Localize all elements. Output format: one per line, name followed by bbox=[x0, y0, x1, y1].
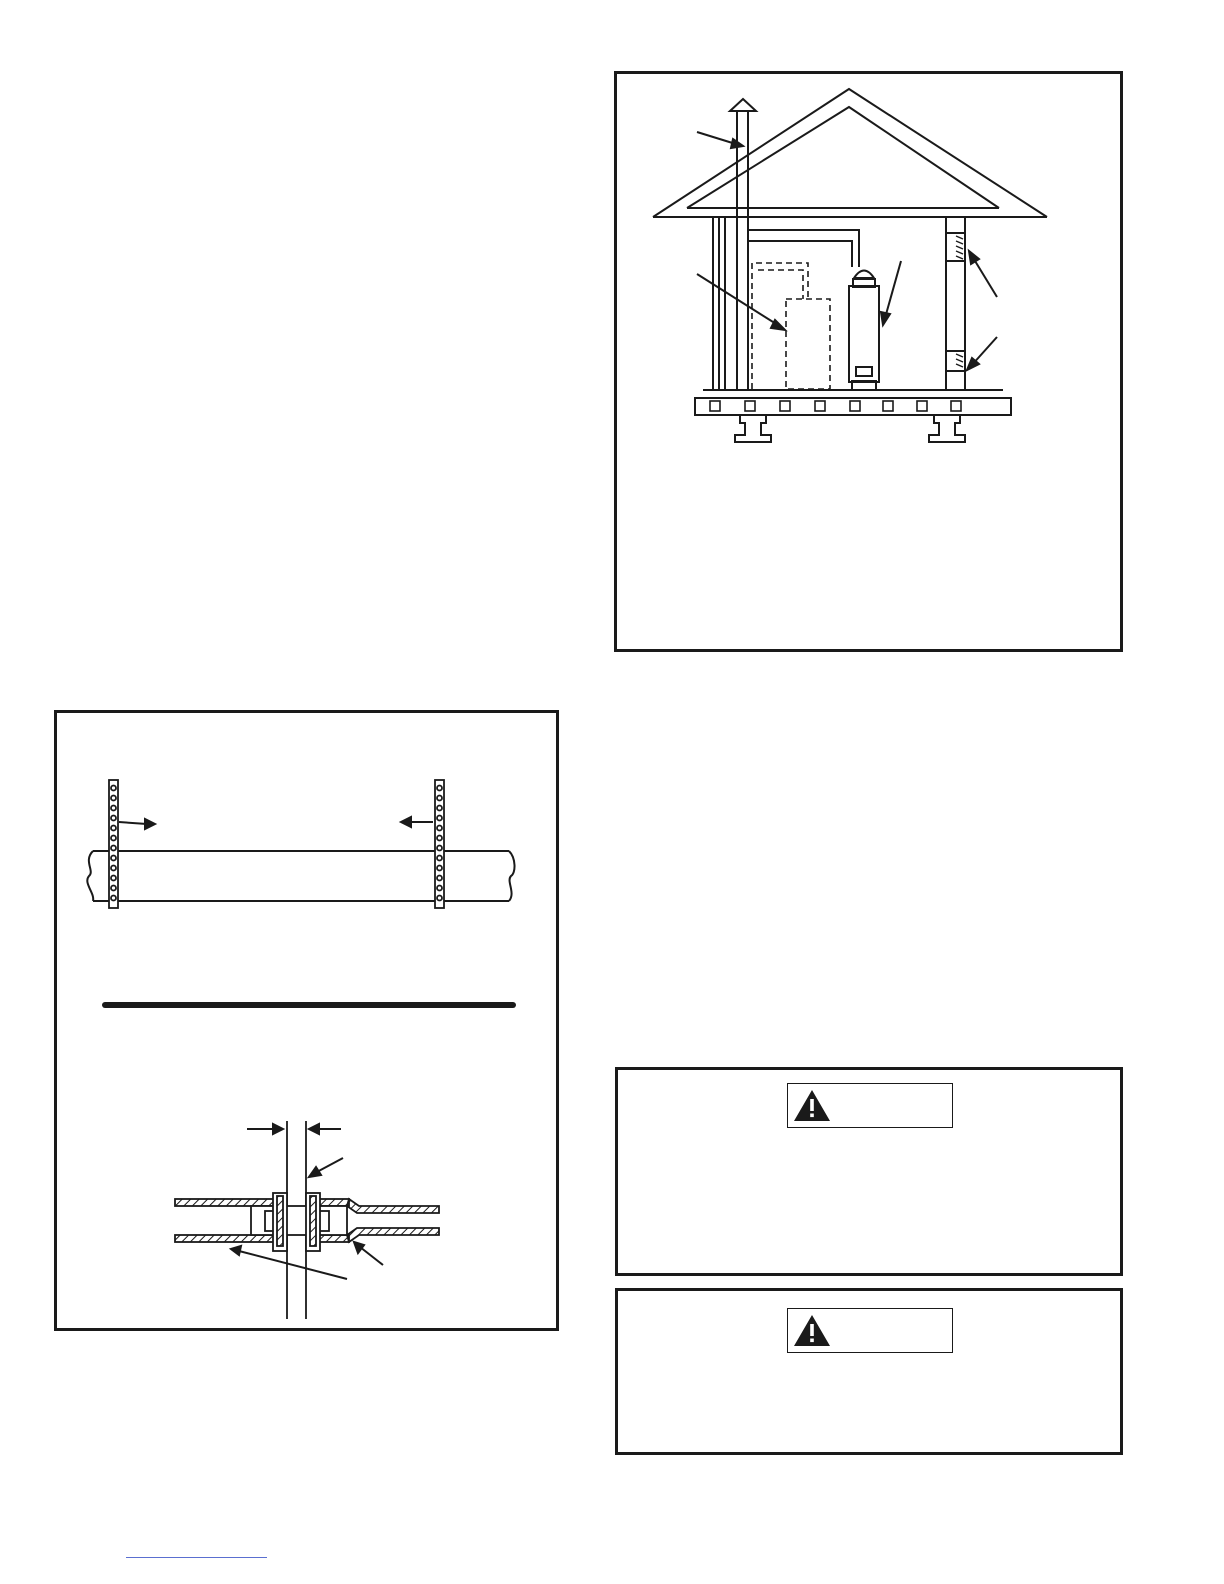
pier-right bbox=[929, 415, 965, 442]
warning-box-2 bbox=[615, 1288, 1123, 1455]
warning-triangle-icon bbox=[788, 1309, 952, 1352]
footer-link-underline[interactable] bbox=[126, 1557, 267, 1558]
vent-cap bbox=[730, 99, 756, 111]
pier-left bbox=[735, 415, 771, 442]
warning-signal-label bbox=[787, 1308, 953, 1353]
house-venting-diagram bbox=[617, 74, 1120, 649]
pipe-left-end bbox=[87, 851, 93, 901]
heater-top bbox=[854, 271, 874, 279]
pipe-right-end bbox=[509, 851, 515, 901]
warning-signal-label bbox=[787, 1083, 953, 1128]
pipe-figure-frame bbox=[54, 710, 559, 1331]
union-fitting bbox=[175, 1121, 439, 1319]
roof-inner bbox=[687, 107, 999, 208]
warning-triangle-icon bbox=[788, 1084, 952, 1127]
warning-box-1 bbox=[615, 1067, 1123, 1276]
strap-left bbox=[109, 780, 118, 908]
house-figure-frame bbox=[614, 71, 1123, 652]
pipe-hanger-diagram bbox=[57, 713, 556, 1328]
strap-right bbox=[435, 780, 444, 908]
